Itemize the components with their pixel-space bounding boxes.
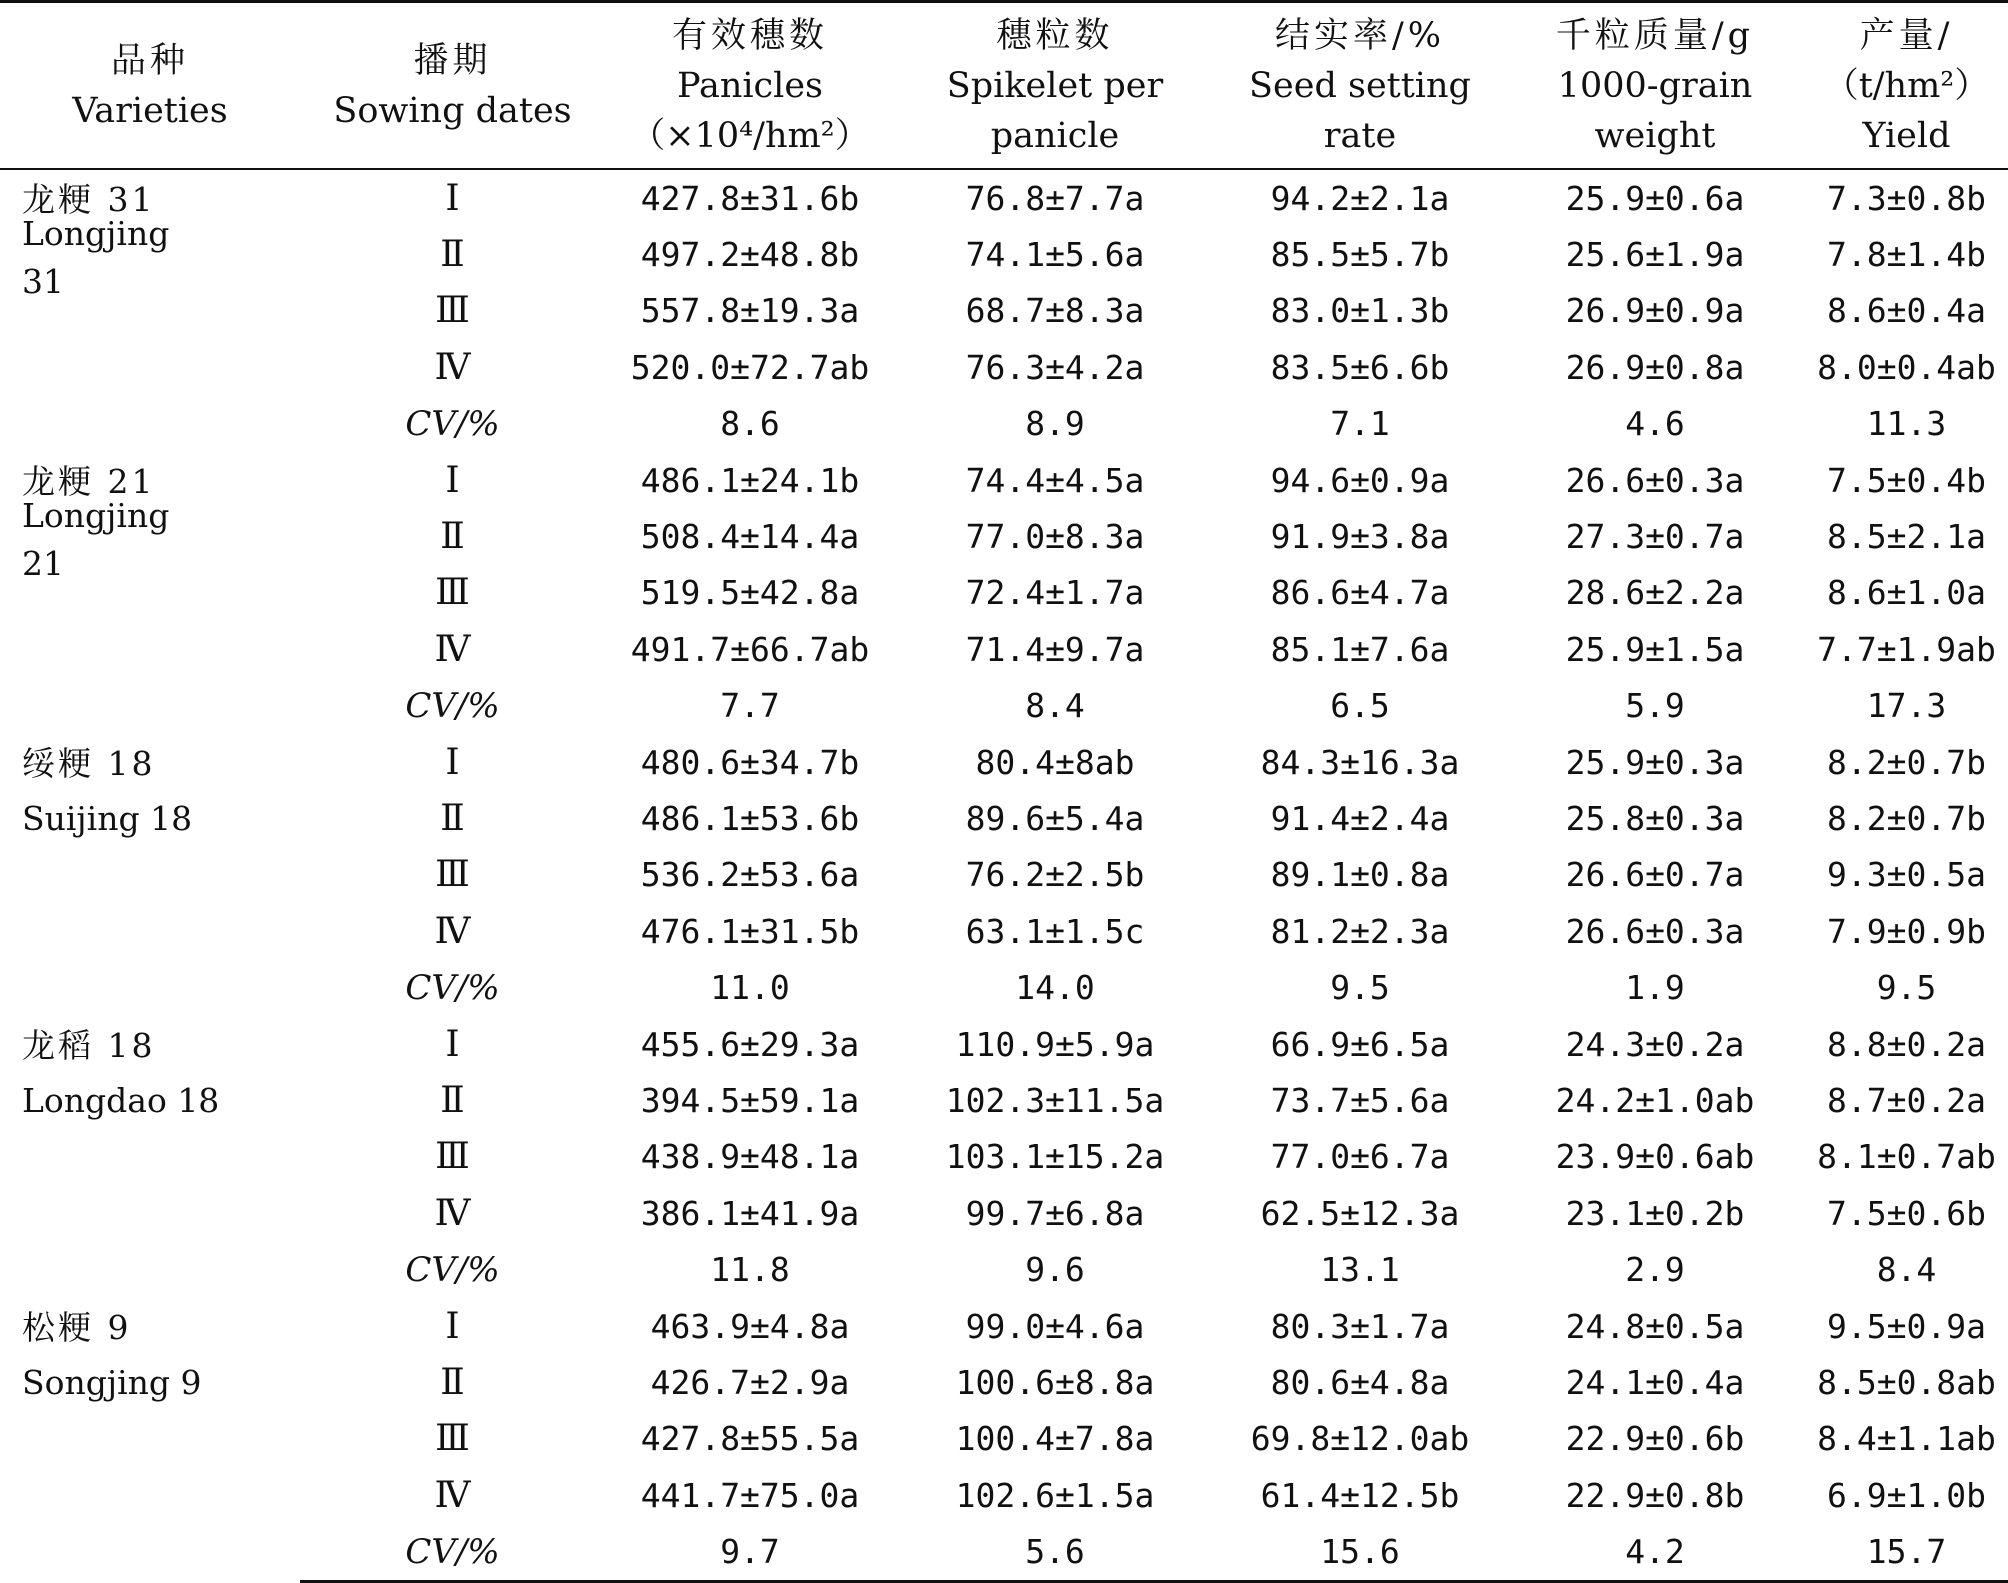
sowing-date-cell: Ⅳ <box>434 1474 471 1516</box>
panicles-cell: 7.7 <box>720 686 780 726</box>
yield-cell: 8.5±2.1a <box>1827 517 1986 557</box>
table-row <box>0 734 2008 790</box>
variety-cell <box>0 734 300 1016</box>
grain-weight-cell: 27.3±0.7a <box>1565 517 1745 557</box>
header-varieties-en: Varieties <box>72 90 228 131</box>
header-grain-weight <box>1505 2 1805 170</box>
cv-row <box>0 1241 2008 1297</box>
grain-weight-cell: 24.2±1.0ab <box>1555 1080 1755 1120</box>
sowing-date-cell: Ⅰ <box>445 741 460 783</box>
sowing-date-cell: Ⅲ <box>435 572 470 614</box>
table-row <box>0 339 2008 395</box>
yield-cell: 8.6±0.4a <box>1827 291 1986 331</box>
yield-cell: 11.3 <box>1866 404 1947 444</box>
spikelet-cell: 100.6±8.8a <box>955 1362 1155 1402</box>
header-spikelet-zh: 穗粒数 <box>996 15 1114 56</box>
table-row <box>0 226 2008 282</box>
header-sowing-en: Sowing dates <box>333 90 572 131</box>
seed-setting-cell: 73.7±5.6a <box>1270 1080 1450 1120</box>
seed-setting-cell: 85.5±5.7b <box>1270 235 1450 275</box>
variety-name-en: Longjing 21 <box>22 495 170 583</box>
cv-row <box>0 1523 2008 1581</box>
spikelet-cell: 5.6 <box>895 1523 1215 1581</box>
panicles-cell: 497.2±48.8b <box>640 235 860 275</box>
spikelet-cell: 72.4±1.7a <box>965 573 1145 613</box>
table-row <box>0 508 2008 564</box>
seed-setting-cell: 9.5 <box>1330 968 1390 1008</box>
variety-cell <box>0 1016 300 1298</box>
seed-setting-cell: 94.6±0.9a <box>1270 460 1450 500</box>
variety-name-en: Suijing 18 <box>22 798 193 838</box>
sowing-date-cell: Ⅰ <box>445 177 460 219</box>
header-seed-setting <box>1215 2 1505 170</box>
grain-weight-cell: 28.6±2.2a <box>1565 573 1745 613</box>
sowing-date-cell: Ⅳ <box>434 628 471 670</box>
header-varieties-zh: 品种 <box>110 40 189 81</box>
seed-setting-cell: 77.0±6.7a <box>1270 1137 1450 1177</box>
table-row <box>0 1467 2008 1523</box>
seed-setting-cell: 94.2±2.1a <box>1270 178 1450 218</box>
spikelet-cell: 8.9 <box>1025 404 1085 444</box>
panicles-cell: 491.7±66.7ab <box>630 629 870 669</box>
panicles-cell: 455.6±29.3a <box>640 1024 860 1064</box>
header-row <box>0 2 2008 170</box>
sowing-date-cell: Ⅲ <box>435 854 470 896</box>
sowing-date-cell: Ⅰ <box>445 1023 460 1065</box>
table-row <box>0 621 2008 677</box>
spikelet-cell: 14.0 <box>1015 968 1095 1008</box>
yield-cell: 8.2±0.7b <box>1827 742 1986 782</box>
seed-setting-cell: 69.8±12.0ab <box>1250 1419 1470 1459</box>
panicles-cell: 427.8±31.6b <box>640 178 860 218</box>
grain-weight-cell: 26.6±0.3a <box>1565 460 1745 500</box>
spikelet-cell: 74.4±4.5a <box>965 460 1145 500</box>
table-row <box>0 1072 2008 1128</box>
spikelet-cell: 99.7±6.8a <box>965 1193 1145 1233</box>
panicles-cell: 557.8±19.3a <box>640 291 860 331</box>
spikelet-cell: 102.6±1.5a <box>955 1475 1155 1515</box>
cv-row <box>0 678 2008 734</box>
variety-name-en: Longdao 18 <box>22 1080 220 1120</box>
panicles-cell: 536.2±53.6a <box>640 855 860 895</box>
spikelet-cell: 8.4 <box>1025 686 1085 726</box>
variety-name-zh: 龙粳 31 <box>22 180 156 219</box>
grain-weight-cell: 5.9 <box>1625 686 1685 726</box>
cv-label-cell: CV/% <box>405 1249 500 1290</box>
spikelet-cell: 89.6±5.4a <box>965 798 1145 838</box>
variety-name-zh: 龙稻 18 <box>22 1025 156 1065</box>
panicles-cell: 427.8±55.5a <box>640 1419 860 1459</box>
grain-weight-cell: 25.6±1.9a <box>1565 235 1745 275</box>
spikelet-cell: 71.4±9.7a <box>965 629 1145 669</box>
seed-setting-cell: 62.5±12.3a <box>1260 1193 1460 1233</box>
grain-weight-cell: 1.9 <box>1625 968 1685 1008</box>
header-varieties <box>0 2 300 170</box>
panicles-cell: 426.7±2.9a <box>650 1362 850 1402</box>
yield-cell: 8.2±0.7b <box>1827 798 1986 838</box>
yield-cell: 7.5±0.4b <box>1827 460 1986 500</box>
sowing-date-cell: Ⅱ <box>440 797 465 839</box>
table-row <box>0 169 2008 226</box>
panicles-cell: 476.1±31.5b <box>640 911 860 951</box>
panicles-cell: 386.1±41.9a <box>640 1193 860 1233</box>
panicles-cell: 520.0±72.7ab <box>630 347 870 387</box>
seed-setting-cell: 61.4±12.5b <box>1260 1475 1460 1515</box>
yield-cell: 9.5 <box>1876 968 1937 1008</box>
header-spikelet-en1: Spikelet per <box>946 65 1164 106</box>
seed-setting-cell: 83.0±1.3b <box>1270 291 1450 331</box>
panicles-cell: 519.5±42.8a <box>640 573 860 613</box>
grain-weight-cell: 26.6±0.3a <box>1565 911 1745 951</box>
header-sowing-zh: 播期 <box>413 40 492 81</box>
grain-weight-cell: 4.2 <box>1505 1523 1805 1581</box>
yield-cell: 7.8±1.4b <box>1827 235 1986 275</box>
header-weight-en1: 1000-grain <box>1557 65 1753 106</box>
seed-setting-cell: 66.9±6.5a <box>1270 1024 1450 1064</box>
table-row <box>0 1129 2008 1185</box>
spikelet-cell: 76.2±2.5b <box>965 855 1145 895</box>
panicles-cell: 438.9±48.1a <box>640 1137 860 1177</box>
spikelet-cell: 68.7±8.3a <box>965 291 1145 331</box>
seed-setting-cell: 6.5 <box>1330 686 1390 726</box>
yield-cell: 8.7±0.2a <box>1827 1080 1986 1120</box>
grain-weight-cell: 24.8±0.5a <box>1565 1306 1745 1346</box>
grain-weight-cell: 26.9±0.8a <box>1565 347 1745 387</box>
sowing-date-cell: Ⅱ <box>440 1361 465 1403</box>
panicles-cell: 9.7 <box>605 1523 895 1581</box>
seed-setting-cell: 84.3±16.3a <box>1260 742 1460 782</box>
spikelet-cell: 76.3±4.2a <box>965 347 1145 387</box>
panicles-cell: 394.5±59.1a <box>640 1080 860 1120</box>
sowing-date-cell: Ⅲ <box>435 1418 470 1460</box>
header-spikelet <box>895 2 1215 170</box>
yield-cell: 8.8±0.2a <box>1827 1024 1986 1064</box>
header-weight-zh: 千粒质量/g <box>1555 15 1755 56</box>
yield-cell: 7.5±0.6b <box>1827 1193 1986 1233</box>
panicles-cell: 486.1±53.6b <box>640 798 860 838</box>
yield-cell: 7.9±0.9b <box>1827 911 1986 951</box>
variety-name-zh: 松粳 9 <box>22 1307 132 1347</box>
yield-cell: 8.5±0.8ab <box>1817 1362 1996 1402</box>
variety-cell <box>0 1298 300 1581</box>
grain-weight-cell: 4.6 <box>1625 404 1685 444</box>
cv-row <box>0 396 2008 452</box>
cv-row <box>0 959 2008 1015</box>
variety-name-zh: 绥粳 18 <box>22 743 156 783</box>
header-yield-zh: 产量/ <box>1859 15 1954 56</box>
spikelet-cell: 103.1±15.2a <box>945 1137 1165 1177</box>
grain-weight-cell: 23.9±0.6ab <box>1555 1137 1755 1177</box>
grain-weight-cell: 23.1±0.2b <box>1565 1193 1745 1233</box>
panicles-cell: 11.0 <box>710 968 790 1008</box>
header-setting-en1: Seed setting <box>1249 65 1471 106</box>
sowing-date-cell: Ⅲ <box>435 1136 470 1178</box>
table-row <box>0 452 2008 508</box>
yield-cell: 8.4 <box>1876 1250 1937 1290</box>
table-row <box>0 283 2008 339</box>
cv-label-cell: CV/% <box>405 403 500 444</box>
header-sowing-dates <box>300 2 605 170</box>
table-row <box>0 1411 2008 1467</box>
header-yield <box>1805 2 2008 170</box>
panicles-cell: 8.6 <box>720 404 780 444</box>
panicles-cell: 11.8 <box>710 1250 790 1290</box>
spikelet-cell: 77.0±8.3a <box>965 517 1145 557</box>
grain-weight-cell: 26.6±0.7a <box>1565 855 1745 895</box>
spikelet-cell: 102.3±11.5a <box>945 1080 1165 1120</box>
seed-setting-cell: 89.1±0.8a <box>1270 855 1450 895</box>
sowing-date-cell: Ⅳ <box>434 1192 471 1234</box>
spikelet-cell: 80.4±8ab <box>975 742 1135 782</box>
panicles-cell: 508.4±14.4a <box>640 517 860 557</box>
cv-label-cell: CV/% <box>405 967 500 1008</box>
seed-setting-cell: 80.6±4.8a <box>1270 1362 1450 1402</box>
table-row <box>0 903 2008 959</box>
panicles-cell: 441.7±75.0a <box>640 1475 860 1515</box>
table-row <box>0 1354 2008 1410</box>
spikelet-cell: 9.6 <box>1025 1250 1085 1290</box>
seed-setting-cell: 80.3±1.7a <box>1270 1306 1450 1346</box>
seed-setting-cell: 83.5±6.6b <box>1270 347 1450 387</box>
grain-weight-cell: 25.9±0.3a <box>1565 742 1745 782</box>
sowing-date-cell: Ⅰ <box>445 1305 460 1347</box>
variety-name-en: Songjing 9 <box>22 1362 202 1402</box>
grain-weight-cell: 25.8±0.3a <box>1565 798 1745 838</box>
yield-cell: 15.7 <box>1805 1523 2008 1581</box>
sowing-date-cell: Ⅱ <box>440 1079 465 1121</box>
table-row <box>0 1185 2008 1241</box>
header-spikelet-en2: panicle <box>990 115 1120 156</box>
seed-setting-cell: 86.6±4.7a <box>1270 573 1450 613</box>
header-panicles <box>605 2 895 170</box>
table-row <box>0 847 2008 903</box>
header-weight-en2: weight <box>1594 115 1716 156</box>
variety-cell <box>0 169 300 452</box>
table-row <box>0 790 2008 846</box>
sowing-date-cell: Ⅱ <box>440 516 465 558</box>
grain-weight-cell: 25.9±0.6a <box>1565 178 1745 218</box>
sowing-date-cell: Ⅲ <box>435 290 470 332</box>
seed-setting-cell: 7.1 <box>1330 404 1390 444</box>
spikelet-cell: 76.8±7.7a <box>965 178 1145 218</box>
seed-setting-cell: 85.1±7.6a <box>1270 629 1450 669</box>
sowing-date-cell: Ⅱ <box>440 234 465 276</box>
variety-name-en: Longjing 31 <box>22 214 170 301</box>
yield-cell: 8.1±0.7ab <box>1817 1137 1996 1177</box>
seed-setting-cell: 15.6 <box>1215 1523 1505 1581</box>
sowing-date-cell: Ⅳ <box>434 910 471 952</box>
header-setting-zh: 结实率/% <box>1274 15 1446 56</box>
seed-setting-cell: 91.9±3.8a <box>1270 517 1450 557</box>
grain-weight-cell: 25.9±1.5a <box>1565 629 1745 669</box>
spikelet-cell: 110.9±5.9a <box>955 1024 1155 1064</box>
header-setting-en2: rate <box>1323 115 1397 156</box>
grain-weight-cell: 22.9±0.6b <box>1565 1419 1745 1459</box>
yield-cell: 8.0±0.4ab <box>1817 347 1996 387</box>
table-row <box>0 1016 2008 1072</box>
grain-weight-cell: 24.3±0.2a <box>1565 1024 1745 1064</box>
grain-weight-cell: 24.1±0.4a <box>1565 1362 1745 1402</box>
spikelet-cell: 99.0±4.6a <box>965 1306 1145 1346</box>
header-panicles-unit: （×10⁴/hm²） <box>630 115 870 156</box>
variety-cell <box>0 452 300 734</box>
sowing-date-cell: Ⅳ <box>434 346 471 388</box>
yield-cell: 9.3±0.5a <box>1827 855 1986 895</box>
yield-cell: 17.3 <box>1866 686 1947 726</box>
cv-label-cell: CV/% <box>300 1523 605 1581</box>
spikelet-cell: 100.4±7.8a <box>955 1419 1155 1459</box>
seed-setting-cell: 81.2±2.3a <box>1270 911 1450 951</box>
variety-name-zh: 龙粳 21 <box>22 461 156 501</box>
panicles-cell: 486.1±24.1b <box>640 460 860 500</box>
grain-weight-cell: 22.9±0.8b <box>1565 1475 1745 1515</box>
table-body <box>0 169 2008 1581</box>
panicles-cell: 463.9±4.8a <box>650 1306 850 1346</box>
spikelet-cell: 63.1±1.5c <box>965 911 1145 951</box>
grain-weight-cell: 2.9 <box>1625 1250 1685 1290</box>
yield-cell: 6.9±1.0b <box>1827 1475 1986 1515</box>
table-row <box>0 565 2008 621</box>
yield-cell: 9.5±0.9a <box>1827 1306 1986 1346</box>
yield-cell: 8.6±1.0a <box>1827 573 1986 613</box>
table-row <box>0 1298 2008 1354</box>
seed-setting-cell: 13.1 <box>1320 1250 1400 1290</box>
yield-cell: 7.3±0.8b <box>1827 178 1986 218</box>
header-panicles-en: Panicles <box>676 65 824 106</box>
panicles-cell: 480.6±34.7b <box>640 742 860 782</box>
spikelet-cell: 74.1±5.6a <box>965 235 1145 275</box>
header-yield-en: Yield <box>1862 115 1951 156</box>
header-yield-unit: （t/hm²） <box>1823 65 1990 106</box>
header-panicles-zh: 有效穗数 <box>671 15 828 56</box>
seed-setting-cell: 91.4±2.4a <box>1270 798 1450 838</box>
yield-cell: 7.7±1.9ab <box>1817 629 1996 669</box>
sowing-date-cell: Ⅰ <box>445 459 460 501</box>
cv-label-cell: CV/% <box>405 685 500 726</box>
yield-cell: 8.4±1.1ab <box>1817 1419 1996 1459</box>
grain-weight-cell: 26.9±0.9a <box>1565 291 1745 331</box>
